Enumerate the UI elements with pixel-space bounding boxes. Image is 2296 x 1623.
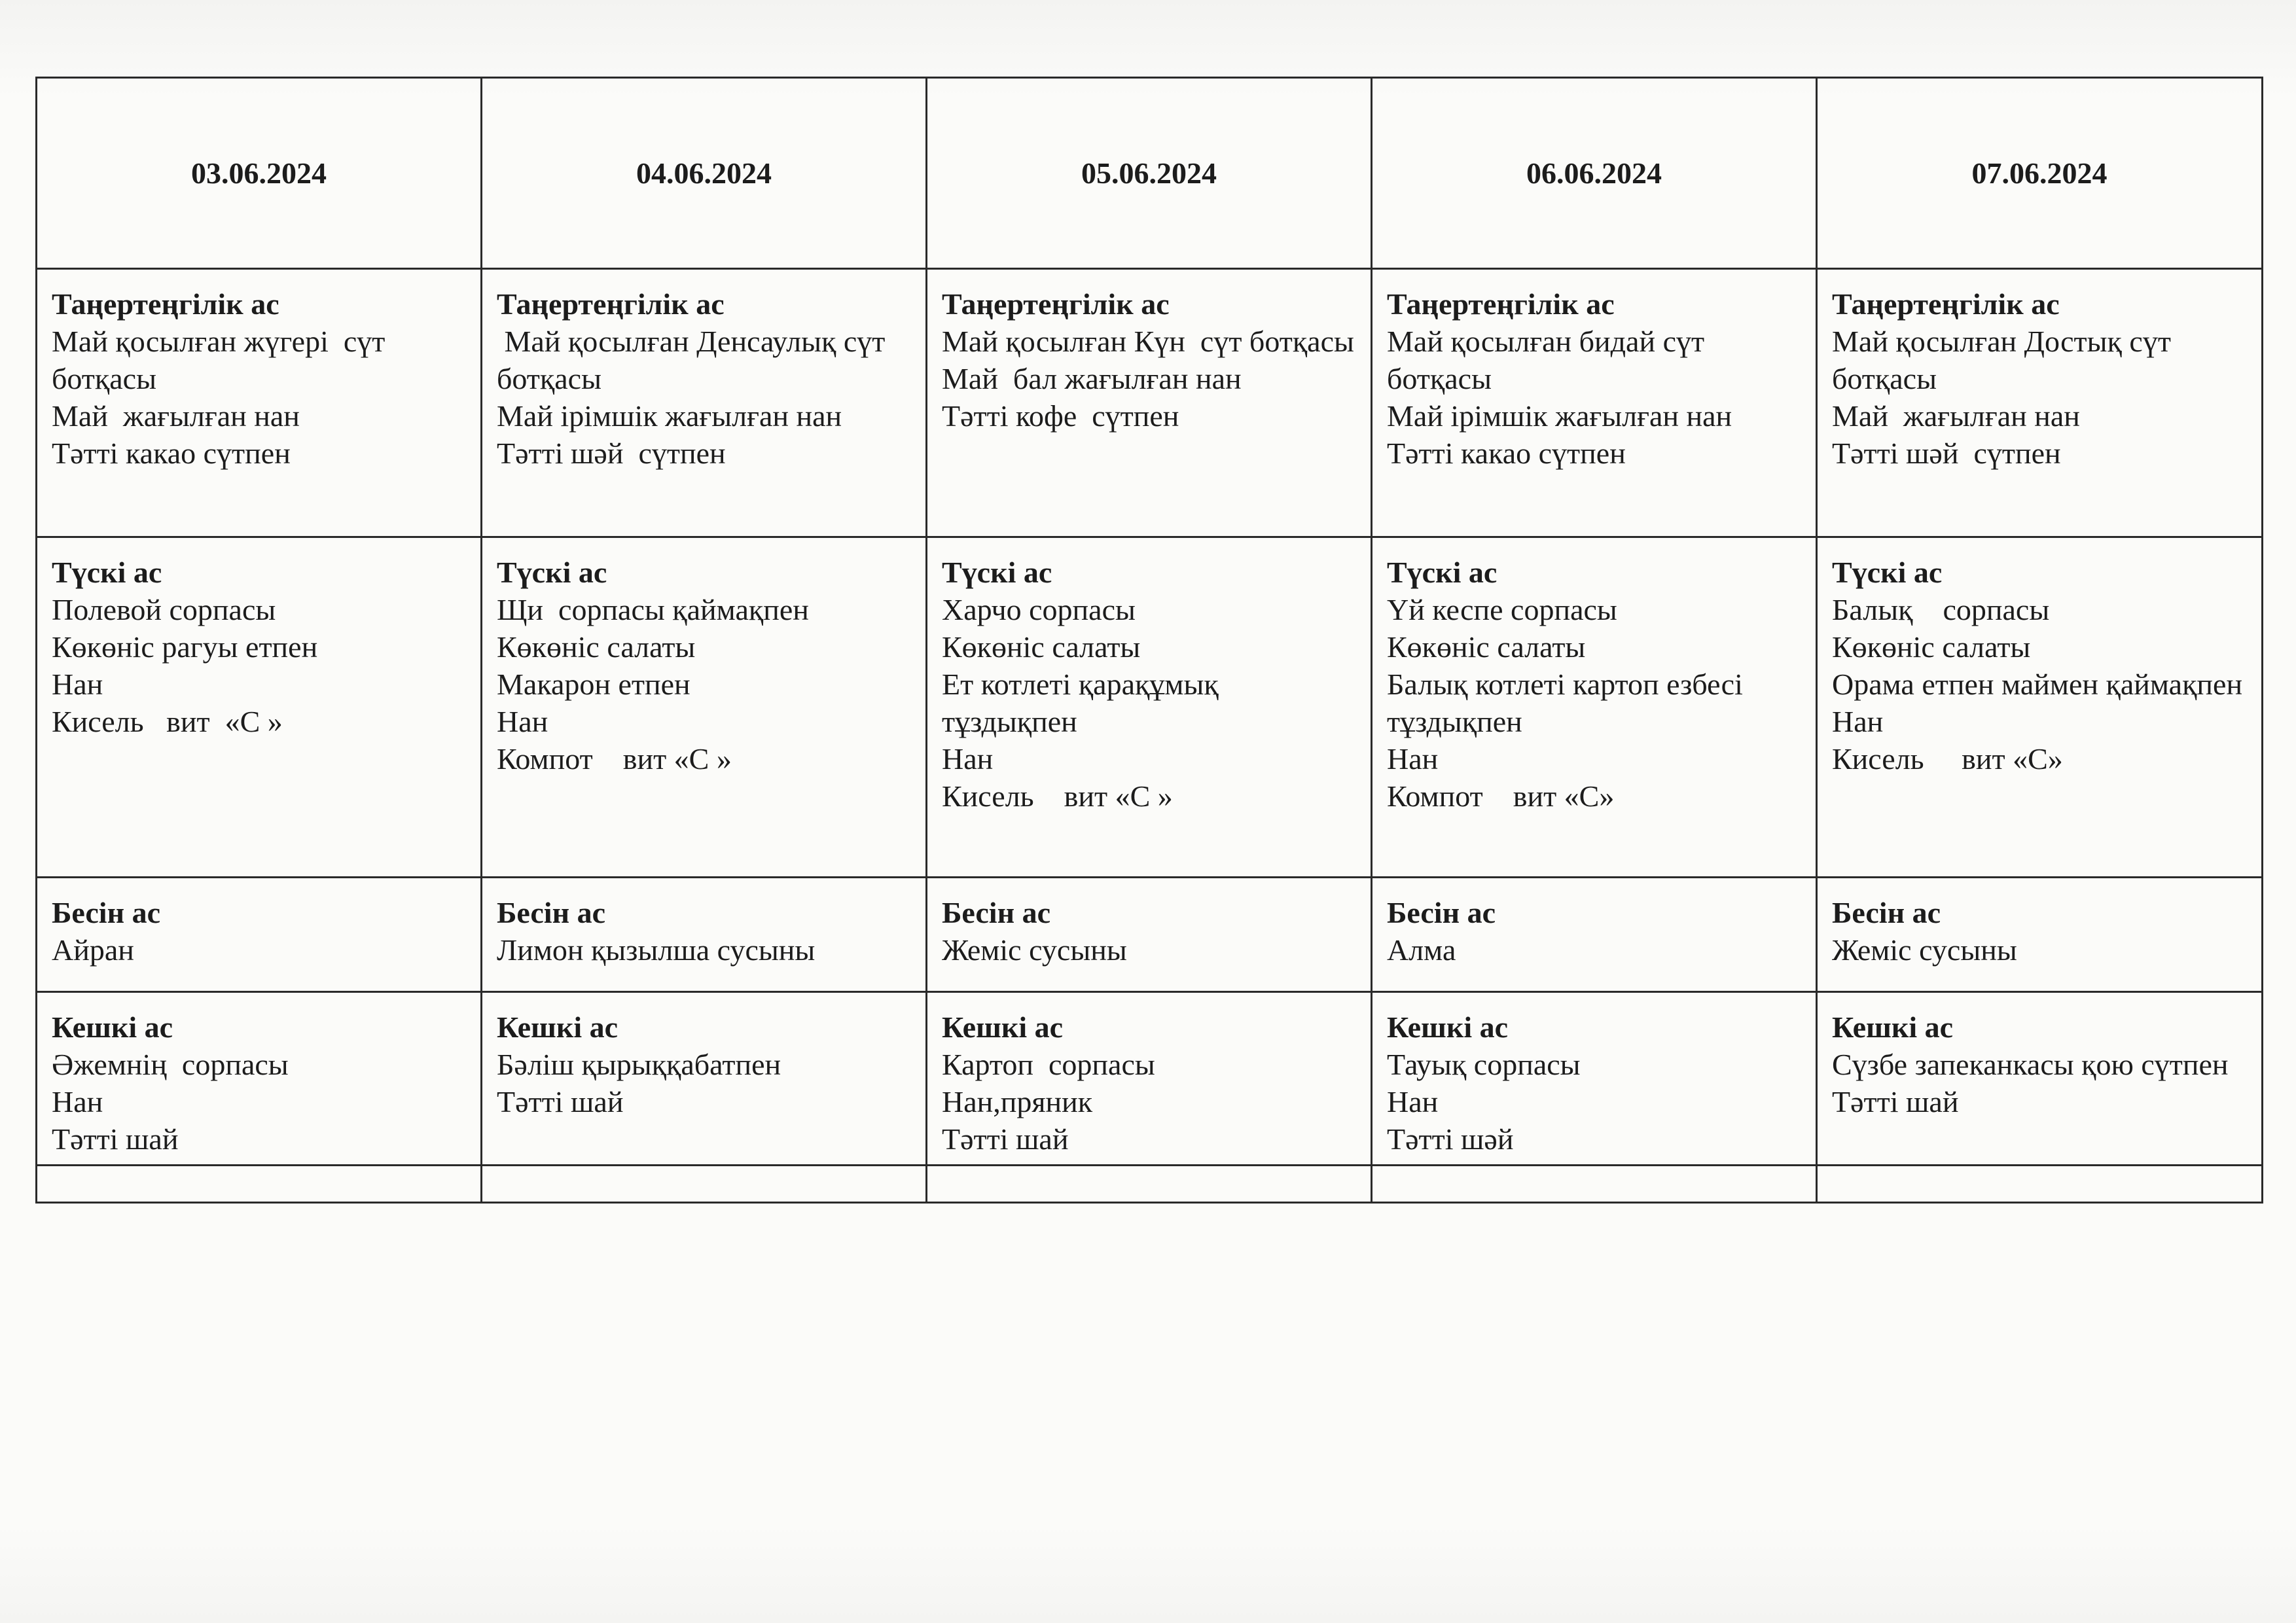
dish-item: Тәтті какао сүтпен	[52, 437, 291, 470]
dish-item: Компот вит «С »	[497, 742, 732, 776]
dish-item: Көкөніс салаты	[942, 630, 1141, 664]
dish-item: Тәтті шәй сүтпен	[497, 437, 726, 470]
dish-item: Тәтті шәй	[1387, 1122, 1514, 1156]
dish-item: Тәтті какао сүтпен	[1387, 437, 1626, 470]
menu-cell-snack	[1817, 878, 2263, 992]
dish-item: Нан	[1387, 1085, 1439, 1118]
menu-cell-lunch	[1372, 537, 1817, 878]
dish-item: Май ірімшік жағылған нан	[497, 399, 842, 433]
breakfast-row	[37, 269, 2263, 537]
dish-item: Полевой сорпасы	[52, 593, 276, 626]
snack-row	[37, 878, 2263, 992]
menu-cell-dinner	[1817, 992, 2263, 1166]
dish-item: Тауық сорпасы	[1387, 1048, 1581, 1081]
meal-title: Түскі ас	[497, 556, 607, 589]
date-header: 06.06.2024	[1372, 78, 1817, 269]
menu-cell-breakfast	[1372, 269, 1817, 537]
dish-item: Тәтті шай	[942, 1122, 1069, 1156]
meal-title: Таңертеңгілік ас	[1387, 287, 1615, 321]
menu-cell-breakfast	[927, 269, 1372, 537]
dish-item: Май қосылған Күн сүт ботқасы	[942, 325, 1354, 358]
menu-cell-snack	[1372, 878, 1817, 992]
menu-cell-lunch	[927, 537, 1372, 878]
dish-item: Май қосылған Достық сүт ботқасы	[1832, 325, 2179, 395]
date-header: 05.06.2024	[927, 78, 1372, 269]
dish-item: Сүзбе запеканкасы қою сүтпен	[1832, 1048, 2229, 1081]
dish-item: Балық котлеті картоп езбесі тұздықпен	[1387, 668, 1751, 738]
meal-title: Таңертеңгілік ас	[942, 287, 1170, 321]
menu-cell-lunch	[37, 537, 482, 878]
empty-cell	[1372, 1166, 1817, 1203]
dish-item: Нан	[1832, 705, 1884, 738]
dish-item: Кисель вит «С »	[942, 779, 1173, 813]
meal-title: Кешкі ас	[1832, 1010, 1954, 1044]
dish-item: Тәтті шай	[52, 1122, 179, 1156]
menu-cell-breakfast	[1817, 269, 2263, 537]
dish-item: Нан	[52, 1085, 103, 1118]
meal-title: Түскі ас	[1832, 556, 1943, 589]
date-header: 03.06.2024	[37, 78, 482, 269]
dish-item: Алма	[1387, 933, 1456, 967]
date-header: 04.06.2024	[482, 78, 927, 269]
meal-title: Бесін ас	[52, 896, 161, 929]
dinner-row	[37, 992, 2263, 1166]
menu-cell-dinner	[1372, 992, 1817, 1166]
empty-cell	[482, 1166, 927, 1203]
dish-item: Орама етпен маймен қаймақпен	[1832, 668, 2243, 701]
empty-cell	[37, 1166, 482, 1203]
empty-row	[37, 1166, 2263, 1203]
dish-item: Тәтті кофе сүтпен	[942, 399, 1179, 433]
menu-cell-lunch	[1817, 537, 2263, 878]
dish-item: Үй кеспе сорпасы	[1387, 593, 1617, 626]
lunch-row	[37, 537, 2263, 878]
dish-item: Жеміс сусыны	[942, 933, 1127, 967]
dish-item: Нан	[497, 705, 548, 738]
menu-cell-snack	[37, 878, 482, 992]
meal-title: Кешкі ас	[52, 1010, 173, 1044]
dish-item: Компот вит «С»	[1387, 779, 1615, 813]
dish-item: Май қосылған бидай сүт ботқасы	[1387, 325, 1712, 395]
dish-item: Жеміс сусыны	[1832, 933, 2017, 967]
menu-cell-dinner	[927, 992, 1372, 1166]
empty-cell	[927, 1166, 1372, 1203]
meal-title: Кешкі ас	[1387, 1010, 1509, 1044]
menu-cell-lunch	[482, 537, 927, 878]
menu-cell-breakfast	[37, 269, 482, 537]
meal-title: Түскі ас	[942, 556, 1052, 589]
menu-cell-dinner	[482, 992, 927, 1166]
dish-item: Тәтті шай	[497, 1085, 624, 1118]
dish-item: Май бал жағылған нан	[942, 362, 1242, 395]
dish-item: Көкөніс салаты	[497, 630, 696, 664]
menu-cell-breakfast	[482, 269, 927, 537]
dish-item: Балық сорпасы	[1832, 593, 2050, 626]
dish-item: Май қосылған Денсаулық сүт ботқасы	[497, 325, 893, 395]
dish-item: Көкөніс салаты	[1387, 630, 1586, 664]
meal-title: Таңертеңгілік ас	[52, 287, 279, 321]
dish-item: Май жағылған нан	[52, 399, 300, 433]
dish-item: Харчо сорпасы	[942, 593, 1136, 626]
meal-title: Таңертеңгілік ас	[497, 287, 725, 321]
empty-cell	[1817, 1166, 2263, 1203]
dish-item: Бәліш қырыққабатпен	[497, 1048, 781, 1081]
meal-title: Бесін ас	[497, 896, 606, 929]
dish-item: Картоп сорпасы	[942, 1048, 1155, 1081]
dish-item: Май ірімшік жағылған нан	[1387, 399, 1732, 433]
dish-item: Нан	[942, 742, 994, 776]
dish-item: Нан	[52, 668, 103, 701]
dish-item: Айран	[52, 933, 134, 967]
dish-item: Щи сорпасы қаймақпен	[497, 593, 809, 626]
menu-cell-snack	[482, 878, 927, 992]
dish-item: Макарон етпен	[497, 668, 691, 701]
date-header-row	[37, 78, 2263, 269]
date-header: 07.06.2024	[1817, 78, 2263, 269]
dish-item: Ет котлеті қарақұмық тұздықпен	[942, 668, 1227, 738]
dish-item: Май жағылған нан	[1832, 399, 2080, 433]
meal-title: Кешкі ас	[497, 1010, 619, 1044]
dish-item: Май қосылған жүгері сүт ботқасы	[52, 325, 393, 395]
dish-item: Әжемнің сорпасы	[52, 1048, 289, 1081]
dish-item: Кисель вит «С »	[52, 705, 283, 738]
weekly-menu-table	[35, 77, 2263, 1204]
meal-title: Түскі ас	[52, 556, 162, 589]
dish-item: Лимон қызылша сусыны	[497, 933, 816, 967]
dish-item: Тәтті шай	[1832, 1085, 1959, 1118]
meal-title: Бесін ас	[942, 896, 1051, 929]
meal-title: Таңертеңгілік ас	[1832, 287, 2060, 321]
dish-item: Кисель вит «С»	[1832, 742, 2063, 776]
meal-title: Кешкі ас	[942, 1010, 1064, 1044]
menu-cell-snack	[927, 878, 1372, 992]
meal-title: Түскі ас	[1387, 556, 1498, 589]
dish-item: Көкөніс рагуы етпен	[52, 630, 318, 664]
dish-item: Тәтті шәй сүтпен	[1832, 437, 2061, 470]
meal-title: Бесін ас	[1387, 896, 1496, 929]
dish-item: Нан,пряник	[942, 1085, 1093, 1118]
dish-item: Нан	[1387, 742, 1439, 776]
menu-cell-dinner	[37, 992, 482, 1166]
dish-item: Көкөніс салаты	[1832, 630, 2031, 664]
meal-title: Бесін ас	[1832, 896, 1941, 929]
